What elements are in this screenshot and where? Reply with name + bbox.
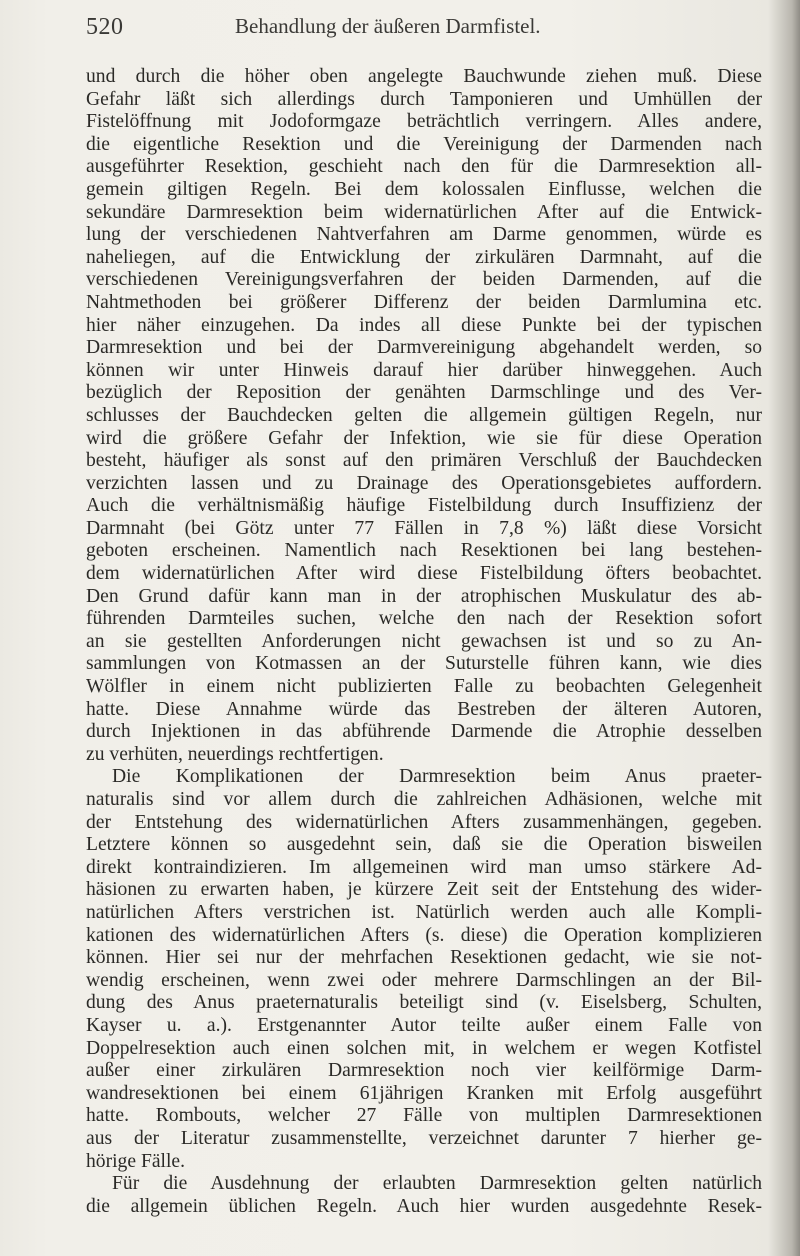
text-line: naheliegen, auf die Entwicklung der zirkulären Darmnaht, auf die: [86, 246, 762, 268]
text-line: der Entstehung des widernatürlichen Afters zusammenhängen, gegeben.: [86, 811, 762, 833]
text-line: an sie gestellten Anforderungen nicht gewachsen ist und so zu An-: [86, 630, 762, 652]
running-head: Behandlung der äußeren Darmfistel.: [235, 14, 541, 38]
text-line: Doppelresektion auch einen solchen mit, in welchem er wegen Kotfistel: [86, 1037, 762, 1059]
paragraph-end-line: zu verhüten, neuerdings rechtfertigen.: [86, 743, 384, 765]
text-line: die allgemein üblichen Regeln. Auch hier wurden ausgedehnte Resek-: [86, 1195, 762, 1217]
text-line: dem widernatürlichen After wird diese Fistelbildung öfters beobachtet.: [86, 563, 762, 585]
text-line: wendig erscheinen, wenn zwei oder mehrere Darmschlingen an der Bil-: [86, 969, 762, 991]
text-line: Wölfler in einem nicht publizierten Falle zu beobachten Gelegenheit: [86, 676, 762, 698]
text-line: außer einer zirkulären Darmresektion noch vier keilförmige Darm-: [86, 1060, 762, 1082]
text-line: naturalis sind vor allem durch die zahlreichen Adhäsionen, welche mit: [86, 789, 762, 810]
text-line: aus der Literatur zusammenstellte, verzeichnet darunter 7 hierher ge-: [86, 1127, 762, 1149]
text-line: können wir unter Hinweis darauf hier darüber hinweggehen. Auch: [86, 359, 762, 381]
text-line: verzichten lassen und zu Drainage des Operationsgebietes auffordern.: [86, 472, 762, 494]
text-line: häsionen zu erwarten haben, je kürzere Zeit seit der Entstehung des wider-: [86, 879, 762, 901]
text-line: Darmnaht (bei Götz unter 77 Fällen in 7,8 %) läßt diese Vorsicht: [86, 517, 762, 539]
text-line: führenden Darmteiles suchen, welche den nach der Resektion sofort: [86, 608, 762, 630]
text-line: wandresektionen bei einem 61jährigen Kranken mit Erfolg ausgeführt: [86, 1082, 762, 1104]
text-line: Den Grund dafür kann man in der atrophischen Muskulatur des ab-: [86, 585, 762, 607]
text-line: bezüglich der Reposition der genähten Darmschlinge und des Ver-: [86, 382, 762, 404]
text-line: sammlungen von Kotmassen an der Suturstelle führen kann, wie dies: [86, 653, 762, 675]
text-line: wird die größere Gefahr der Infektion, wie sie für diese Operation: [86, 427, 762, 449]
text-line: Darmresektion und bei der Darmvereinigung abgehandelt werden, so: [86, 337, 762, 359]
text-line: schlusses der Bauchdecken gelten die allgemein gültigen Regeln, nur: [86, 404, 762, 426]
text-line: Gefahr läßt sich allerdings durch Tamponieren und Umhüllen der: [86, 88, 762, 110]
text-line: und durch die höher oben angelegte Bauchwunde ziehen muß. Diese: [86, 66, 762, 87]
text-line: gemein giltigen Regeln. Bei dem kolossalen Einflusse, welchen die: [86, 178, 762, 200]
paragraph-start-line: Für die Ausdehnung der erlaubten Darmresektion gelten natürlich: [112, 1173, 762, 1195]
text-line: die eigentliche Resektion und die Vereinigung der Darmenden nach: [86, 133, 762, 155]
text-line: Letztere können so ausgedehnt sein, daß sie die Operation bisweilen: [86, 834, 762, 856]
text-line: durch Injektionen in das abführende Darmende die Atrophie desselben: [86, 721, 762, 743]
text-line: natürlichen Afters verstrichen ist. Natürlich werden auch alle Kompli-: [86, 901, 762, 923]
text-line: geboten erscheinen. Namentlich nach Resektionen bei lang bestehen-: [86, 540, 762, 562]
text-line: hatte. Diese Annahme würde das Bestreben der älteren Autoren,: [86, 698, 762, 720]
text-line: Kayser u. a.). Erstgenannter Autor teilte außer einem Falle von: [86, 1014, 762, 1036]
text-line: kationen des widernatürlichen Afters (s. diese) die Operation komplizieren: [86, 924, 762, 946]
paragraph-end-line: hörige Fälle.: [86, 1150, 186, 1172]
text-line: besteht, häufiger als sonst auf den primären Verschluß der Bauchdecken: [86, 450, 762, 472]
text-line: verschiedenen Vereinigungsverfahren der beiden Darmenden, auf die: [86, 269, 762, 291]
text-line: lung der verschiedenen Nahtverfahren am Darme genommen, würde es: [86, 224, 762, 246]
text-line: ausgeführter Resektion, geschieht nach den für die Darmresektion all-: [86, 156, 762, 178]
paragraph-start-line: Die Komplikationen der Darmresektion beim Anus praeter-: [112, 766, 762, 788]
text-line: sekundäre Darmresektion beim widernatürlichen After auf die Entwick-: [86, 201, 762, 223]
text-line: hier näher einzugehen. Da indes all diese Punkte bei der typischen: [86, 314, 762, 336]
text-line: Auch die verhältnismäßig häufige Fistelbildung durch Insuffizienz der: [86, 495, 762, 517]
body-text: [86, 66, 762, 1218]
text-line: Nahtmethoden bei größerer Differenz der beiden Darmlumina etc.: [86, 291, 762, 313]
text-line: Fistelöffnung mit Jodoformgaze beträchtlich verringern. Alles andere,: [86, 111, 762, 133]
text-line: können. Hier sei nur der mehrfachen Resektionen gedacht, wie sie not-: [86, 947, 762, 969]
text-line: dung des Anus praeternaturalis beteiligt sind (v. Eiselsberg, Schulten,: [86, 992, 762, 1014]
text-line: direkt kontraindizieren. Im allgemeinen wird man umso stärkere Ad-: [86, 856, 762, 878]
text-line: hatte. Rombouts, welcher 27 Fälle von multiplen Darmresektionen: [86, 1105, 762, 1127]
page-number: 520: [86, 14, 124, 40]
